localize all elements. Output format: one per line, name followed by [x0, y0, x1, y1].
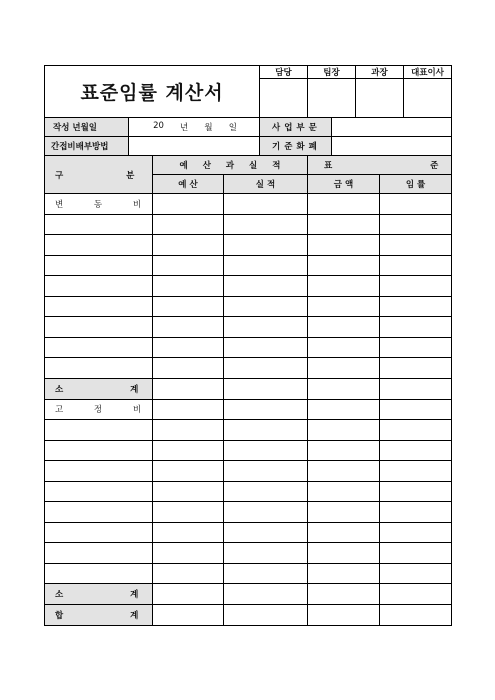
table-row: [45, 235, 452, 256]
method-label: 간접비배부방법: [45, 137, 129, 156]
budget-cell[interactable]: [153, 420, 224, 441]
amount-cell[interactable]: [308, 399, 380, 420]
actual-cell[interactable]: [224, 563, 308, 584]
rate-cell[interactable]: [380, 358, 452, 379]
rate-cell[interactable]: [380, 235, 452, 256]
approval-label-manager: 과장: [356, 66, 404, 79]
variable-subtotal-label: [45, 378, 153, 399]
table-row: [45, 399, 452, 420]
dept-label: [260, 118, 332, 137]
rate-cell[interactable]: [380, 296, 452, 317]
date-month-unit: 월: [204, 123, 213, 133]
table-row: [45, 522, 452, 543]
table-row: [45, 276, 452, 297]
method-field[interactable]: [129, 137, 260, 156]
written-date-field[interactable]: [129, 118, 260, 137]
currency-label: [260, 137, 332, 156]
variable-cost-label: [45, 194, 153, 215]
row-item-cell[interactable]: [45, 214, 153, 235]
rate-calculation-sheet: [44, 65, 451, 626]
amount-cell[interactable]: [308, 235, 380, 256]
actual-cell[interactable]: [224, 255, 308, 276]
amount-cell[interactable]: [308, 563, 380, 584]
approval-sign-manager[interactable]: [356, 79, 404, 118]
actual-cell[interactable]: [224, 358, 308, 379]
dept-label-text: 사업부문: [272, 123, 321, 133]
budget-cell[interactable]: [153, 358, 224, 379]
rate-cell[interactable]: [380, 502, 452, 523]
amount-cell[interactable]: [308, 337, 380, 358]
amount-cell[interactable]: [308, 296, 380, 317]
info-table: [44, 117, 452, 156]
table-row: [45, 337, 452, 358]
header-table: [44, 65, 452, 118]
fixed-subtotal-amount-cell[interactable]: [308, 584, 380, 605]
row-item-cell[interactable]: [45, 440, 153, 461]
fixed-subtotal-row: [45, 584, 452, 605]
variable-subtotal-label-text: 소 계: [55, 384, 139, 395]
budget-cell[interactable]: [153, 194, 224, 215]
budget-cell[interactable]: [153, 563, 224, 584]
table-row: [45, 420, 452, 441]
amount-cell[interactable]: [308, 194, 380, 215]
grand-total-label: [45, 605, 153, 626]
fixed-cost-label: [45, 399, 153, 420]
fixed-subtotal-actual-cell[interactable]: [224, 584, 308, 605]
approval-sign-staff[interactable]: [260, 79, 308, 118]
actual-cell[interactable]: [224, 276, 308, 297]
date-day-unit: 일: [228, 123, 237, 133]
row-item-cell[interactable]: [45, 337, 153, 358]
actual-cell[interactable]: [224, 420, 308, 441]
budget-cell[interactable]: [153, 235, 224, 256]
date-year-unit: 년: [180, 123, 189, 133]
rate-cell[interactable]: [380, 317, 452, 338]
row-item-cell[interactable]: [45, 358, 153, 379]
table-row: [45, 194, 452, 215]
rate-cell[interactable]: [380, 194, 452, 215]
budget-cell[interactable]: [153, 276, 224, 297]
actual-cell[interactable]: [224, 481, 308, 502]
fixed-subtotal-rate-cell[interactable]: [380, 584, 452, 605]
budget-actual-header-text: 예 산 과 실 적: [179, 161, 281, 171]
document-title: 표준임률 계산서: [45, 66, 260, 118]
variable-subtotal-row: [45, 378, 452, 399]
fixed-subtotal-label-text: 소 계: [55, 590, 139, 600]
table-row: [45, 214, 452, 235]
table-row: [45, 317, 452, 338]
fixed-subtotal-label: [45, 584, 153, 605]
budget-actual-header: [153, 156, 308, 175]
variable-cost-label-text: 변 동 비: [55, 199, 142, 210]
rate-cell[interactable]: [380, 255, 452, 276]
amount-cell[interactable]: [308, 522, 380, 543]
grand-total-budget-cell[interactable]: [153, 605, 224, 626]
actual-cell[interactable]: [224, 194, 308, 215]
row-item-cell[interactable]: [45, 317, 153, 338]
amount-cell[interactable]: [308, 461, 380, 482]
row-item-cell[interactable]: [45, 563, 153, 584]
row-item-cell[interactable]: [45, 543, 153, 564]
grand-total-actual-cell[interactable]: [224, 605, 308, 626]
amount-cell[interactable]: [308, 440, 380, 461]
rate-cell[interactable]: [380, 399, 452, 420]
amount-subheader: 금 액: [308, 175, 380, 194]
rate-cell[interactable]: [380, 543, 452, 564]
fixed-cost-label-text: 고 정 비: [55, 405, 142, 416]
rate-cell[interactable]: [380, 420, 452, 441]
currency-label-text: 기준화폐: [272, 142, 321, 152]
actual-cell[interactable]: [224, 502, 308, 523]
amount-cell[interactable]: [308, 276, 380, 297]
table-row: [45, 461, 452, 482]
grand-total-rate-cell[interactable]: [380, 605, 452, 626]
amount-cell[interactable]: [308, 358, 380, 379]
rate-cell[interactable]: [380, 461, 452, 482]
actual-cell[interactable]: [224, 235, 308, 256]
rate-cell[interactable]: [380, 481, 452, 502]
row-item-cell[interactable]: [45, 522, 153, 543]
actual-cell[interactable]: [224, 543, 308, 564]
actual-subheader: 실 적: [224, 175, 308, 194]
rate-cell[interactable]: [380, 276, 452, 297]
row-item-cell[interactable]: [45, 481, 153, 502]
row-item-cell[interactable]: [45, 255, 153, 276]
actual-cell[interactable]: [224, 440, 308, 461]
budget-cell[interactable]: [153, 317, 224, 338]
grand-total-row: [45, 605, 452, 626]
variable-subtotal-amount-cell[interactable]: [308, 378, 380, 399]
table-row: [45, 255, 452, 276]
budget-cell[interactable]: [153, 337, 224, 358]
row-item-cell[interactable]: [45, 502, 153, 523]
table-row: [45, 563, 452, 584]
currency-field[interactable]: [332, 137, 452, 156]
variable-subtotal-actual-cell[interactable]: [224, 378, 308, 399]
budget-cell[interactable]: [153, 543, 224, 564]
dept-field[interactable]: [332, 118, 452, 137]
table-row: [45, 481, 452, 502]
actual-cell[interactable]: [224, 399, 308, 420]
amount-cell[interactable]: [308, 481, 380, 502]
variable-subtotal-rate-cell[interactable]: [380, 378, 452, 399]
rate-cell[interactable]: [380, 563, 452, 584]
amount-cell[interactable]: [308, 420, 380, 441]
standard-header-text: 표 준: [324, 161, 439, 171]
row-item-cell[interactable]: [45, 235, 153, 256]
table-row: [45, 296, 452, 317]
rate-cell[interactable]: [380, 522, 452, 543]
approval-sign-team-lead[interactable]: [308, 79, 356, 118]
variable-subtotal-budget-cell[interactable]: [153, 378, 224, 399]
approval-label-staff: 담당: [260, 66, 308, 79]
rate-cell[interactable]: [380, 440, 452, 461]
budget-cell[interactable]: [153, 461, 224, 482]
table-row: [45, 440, 452, 461]
approval-label-team-lead: 팀장: [308, 66, 356, 79]
rate-cell[interactable]: [380, 214, 452, 235]
table-row: [45, 358, 452, 379]
amount-cell[interactable]: [308, 317, 380, 338]
actual-cell[interactable]: [224, 337, 308, 358]
budget-cell[interactable]: [153, 440, 224, 461]
rate-subheader: 임 률: [380, 175, 452, 194]
actual-cell[interactable]: [224, 461, 308, 482]
approval-sign-ceo[interactable]: [404, 79, 452, 118]
actual-cell[interactable]: [224, 522, 308, 543]
fixed-subtotal-budget-cell[interactable]: [153, 584, 224, 605]
rate-cell[interactable]: [380, 337, 452, 358]
budget-cell[interactable]: [153, 522, 224, 543]
grand-total-label-text: 합 계: [55, 611, 139, 621]
row-item-cell[interactable]: [45, 420, 153, 441]
row-item-cell[interactable]: [45, 296, 153, 317]
table-row: [45, 502, 452, 523]
standard-header: [308, 156, 452, 175]
date-century: 20: [153, 121, 164, 131]
amount-cell[interactable]: [308, 502, 380, 523]
amount-cell[interactable]: [308, 255, 380, 276]
division-header-text: 구 분: [55, 170, 135, 181]
grand-total-amount-cell[interactable]: [308, 605, 380, 626]
amount-cell[interactable]: [308, 214, 380, 235]
actual-cell[interactable]: [224, 296, 308, 317]
actual-cell[interactable]: [224, 214, 308, 235]
approval-label-ceo: 대표이사: [404, 66, 452, 79]
amount-cell[interactable]: [308, 543, 380, 564]
division-header: [45, 156, 153, 194]
budget-cell[interactable]: [153, 214, 224, 235]
budget-cell[interactable]: [153, 255, 224, 276]
table-row: [45, 543, 452, 564]
row-item-cell[interactable]: [45, 276, 153, 297]
budget-subheader: 예 산: [153, 175, 224, 194]
actual-cell[interactable]: [224, 317, 308, 338]
budget-cell[interactable]: [153, 399, 224, 420]
budget-cell[interactable]: [153, 502, 224, 523]
row-item-cell[interactable]: [45, 461, 153, 482]
written-date-label: 작성 년월일: [45, 118, 129, 137]
budget-cell[interactable]: [153, 296, 224, 317]
budget-cell[interactable]: [153, 481, 224, 502]
main-table: [44, 155, 452, 626]
